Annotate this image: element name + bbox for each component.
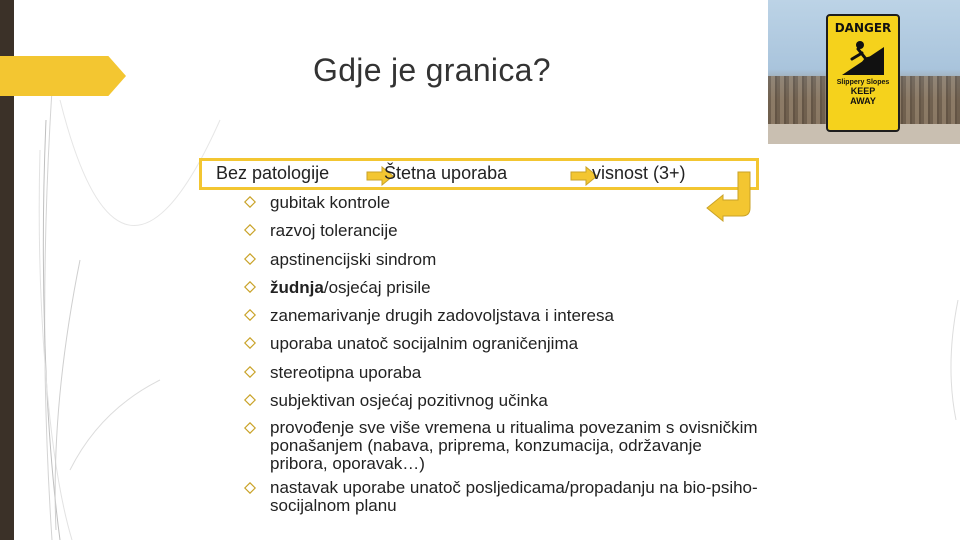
diamond-outline-icon	[244, 422, 256, 434]
sign-line-2: KEEP	[850, 86, 876, 96]
criterion-text: provođenje sve više vremena u ritualima povezanim s ovisničkim ponašanjem (nabava, priprema, konzumacija, održavanje pribora, oporavak…)	[270, 418, 758, 474]
list-item	[244, 391, 784, 410]
list-item	[244, 363, 784, 382]
sign-line-1: Slippery Slopes	[836, 79, 890, 86]
criterion-text: /osjećaj prisile	[323, 277, 431, 297]
list-item	[244, 250, 784, 269]
list-item	[244, 193, 784, 212]
list-item	[244, 479, 775, 515]
criterion-text: stereotipna uporaba	[270, 362, 422, 382]
danger-sign-photo	[768, 0, 960, 144]
diamond-outline-icon	[244, 196, 256, 208]
list-item	[244, 306, 784, 325]
slide-title: Gdje je granica?	[313, 52, 551, 88]
list-item	[244, 334, 784, 353]
title-accent-arrow	[0, 56, 126, 96]
diamond-outline-icon	[244, 309, 256, 321]
diamond-outline-icon	[244, 394, 256, 406]
criterion-text: zanemarivanje drugih zadovoljstava i interesa	[270, 306, 614, 326]
stage-addiction: visnost (3+)	[592, 163, 686, 183]
stage-no-pathology: Bez patologije	[216, 163, 330, 183]
diamond-outline-icon	[244, 281, 256, 293]
sign-title: DANGER	[834, 21, 892, 35]
criterion-text: gubitak kontrole	[270, 193, 391, 212]
right-decorative-lines	[944, 300, 960, 420]
slipping-person-icon	[840, 37, 886, 77]
criterion-text: nastavak uporabe unatoč posljedicama/propadanju na bio-psiho-socijalnom planu	[270, 478, 758, 516]
diamond-outline-icon	[244, 224, 256, 236]
diamond-outline-icon	[244, 482, 256, 494]
stage-harmful-use: Štetna uporaba	[384, 163, 508, 183]
criterion-text: uporaba unatoč socijalnim ograničenjima	[270, 334, 579, 354]
list-item	[244, 221, 784, 240]
list-item	[244, 278, 784, 297]
criteria-list	[244, 193, 784, 525]
sign-line-3: AWAY	[850, 96, 876, 106]
criterion-text: subjektivan osjećaj pozitivnog učinka	[270, 391, 548, 411]
list-item	[244, 419, 760, 473]
danger-sign	[826, 14, 900, 132]
criterion-text: razvoj tolerancije	[270, 221, 398, 241]
diamond-outline-icon	[244, 366, 256, 378]
diamond-outline-icon	[244, 337, 256, 349]
criterion-bold-text: žudnja	[270, 277, 324, 297]
diamond-outline-icon	[244, 253, 256, 265]
criterion-text: apstinencijski sindrom	[270, 249, 437, 269]
